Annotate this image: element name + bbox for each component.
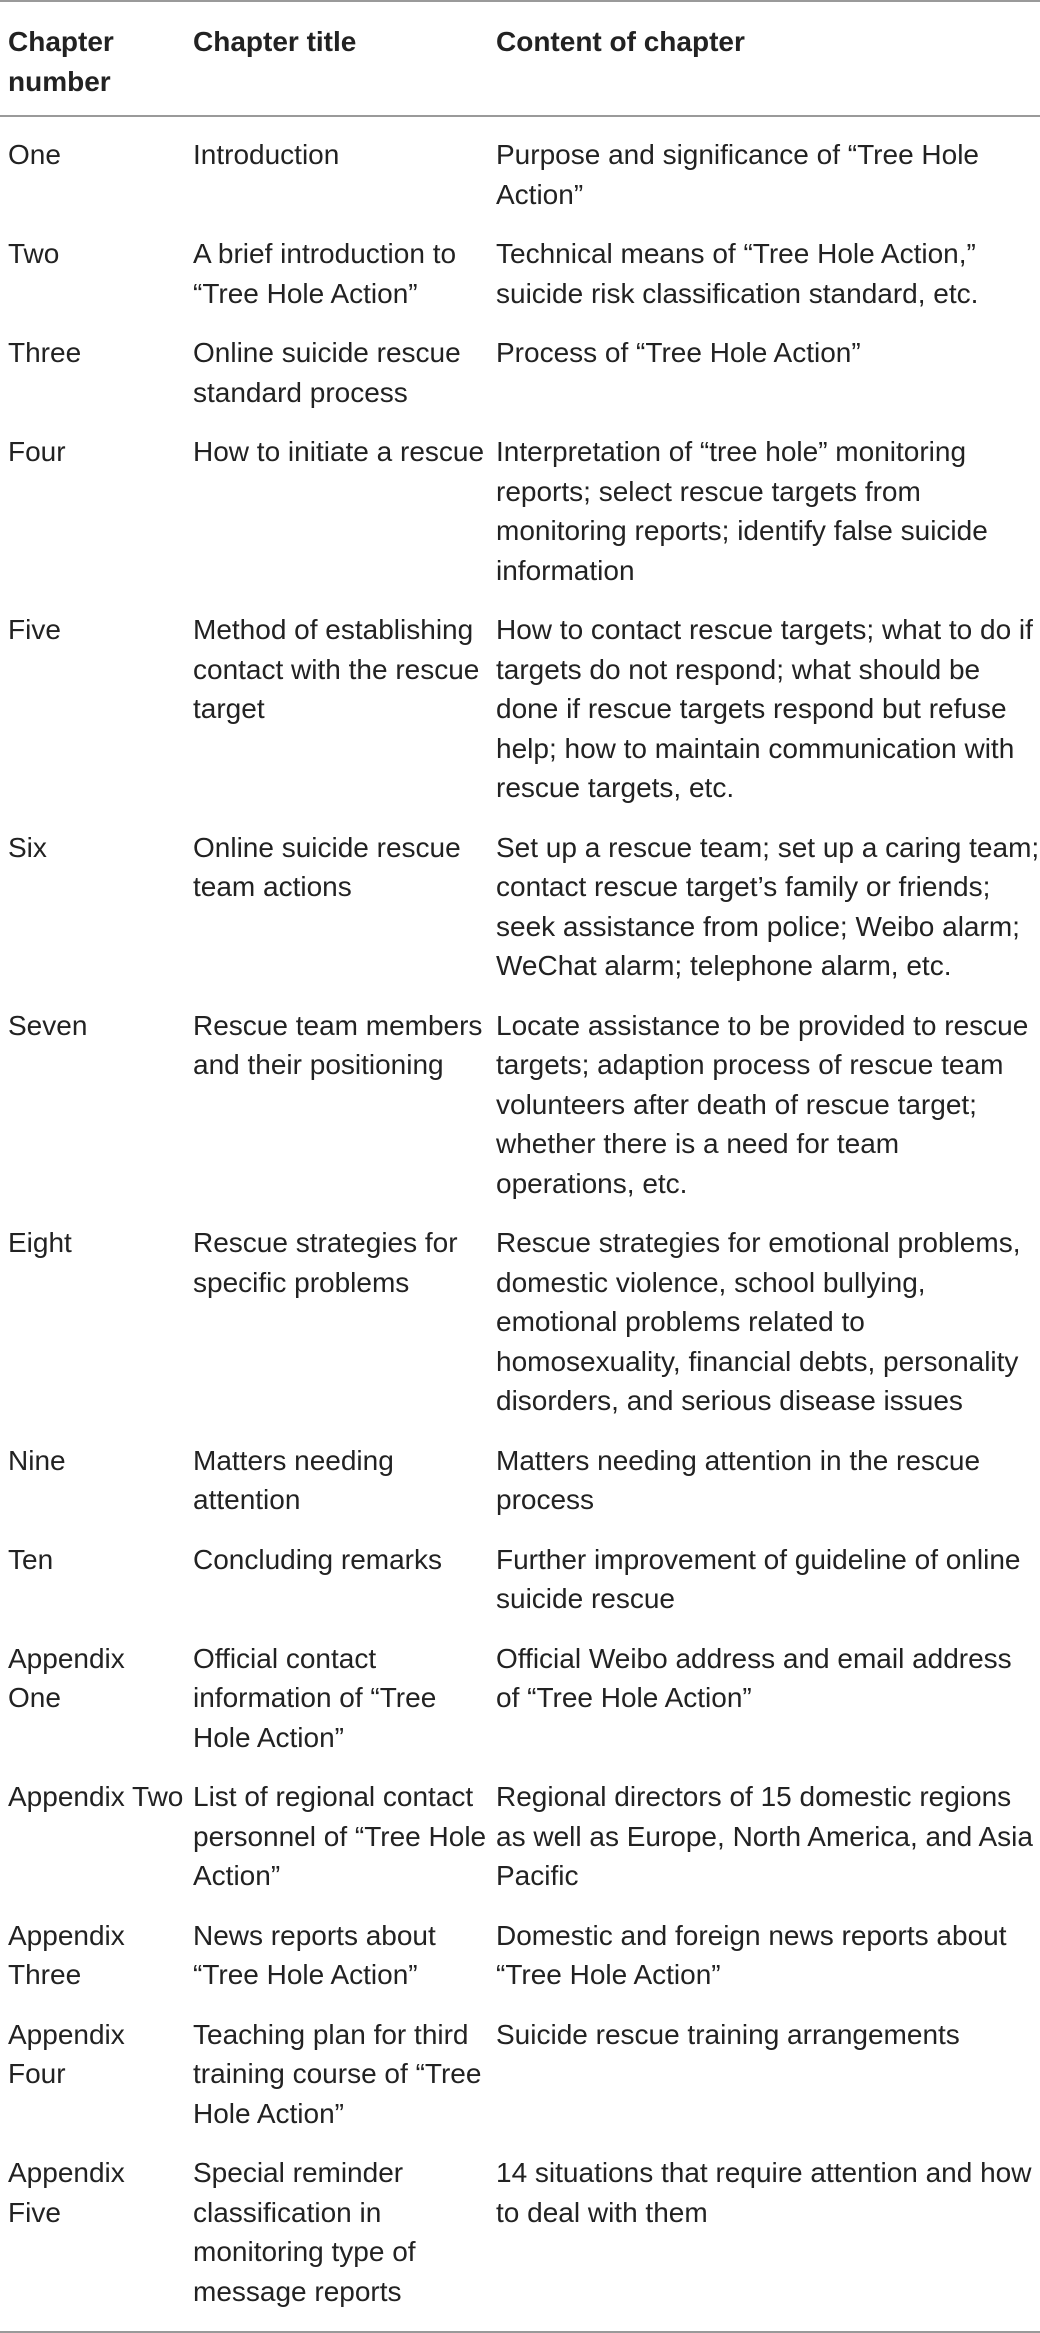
table-row: [0, 2141, 1040, 2332]
table-row: [0, 1904, 1040, 2003]
table-row: [0, 1429, 1040, 1528]
cell-content-of-chapter: Locate assistance to be provided to rescue targets; adaption process of rescue team volunteers after death of rescue target; whether there is a need for team operations, etc.: [496, 1009, 1029, 1199]
cell-content-of-chapter: Purpose and significance of “Tree Hole Action”: [496, 139, 979, 210]
table-row: [0, 222, 1040, 321]
cell-content-of-chapter: Process of “Tree Hole Action”: [496, 337, 861, 368]
cell-chapter-title: List of regional contact personnel of “Tree Hole Action”: [193, 1781, 487, 1891]
cell-chapter-title: Rescue strategies for specific problems: [193, 1227, 458, 1298]
cell-content-of-chapter: Interpretation of “tree hole” monitoring reports; select rescue targets from monitoring reports; identify false suicide information: [496, 436, 988, 586]
cell-content-of-chapter: Technical means of “Tree Hole Action,” suicide risk classification standard, etc.: [496, 238, 979, 309]
cell-chapter-title: Introduction: [193, 139, 340, 170]
cell-chapter-title: Matters needing attention: [193, 1444, 394, 1515]
cell-chapter-number: Four: [8, 436, 66, 467]
cell-chapter-title: Concluding remarks: [193, 1543, 442, 1575]
cell-chapter-number: Appendix Three: [8, 1919, 125, 1990]
cell-chapter-number: Appendix One: [8, 1642, 125, 1713]
table-header: [0, 1, 1040, 116]
cell-chapter-title: News reports about “Tree Hole Action”: [193, 1919, 436, 1990]
header-content-of-chapter: Content of chapter: [488, 1, 1040, 116]
cell-chapter-number: One: [8, 139, 61, 170]
cell-content-of-chapter: Further improvement of guideline of online suicide rescue: [496, 1543, 1021, 1614]
cell-chapter-number: Appendix Two: [8, 1781, 184, 1812]
header-row: [0, 1, 1040, 116]
cell-chapter-title: Special reminder classification in monitoring type of message reports: [185, 2141, 488, 2332]
cell-content-of-chapter: Set up a rescue team; set up a caring team; contact rescue target’s family or friends; seek assistance from police; Weibo alarm; WeChat alarm; telephone alarm, etc.: [496, 831, 1040, 981]
cell-chapter-title: Online suicide rescue team actions: [193, 831, 461, 902]
cell-chapter-number: Seven: [8, 1009, 88, 1041]
table-row: [0, 598, 1040, 816]
cell-chapter-number: Six: [8, 831, 47, 863]
cell-content-of-chapter: How to contact rescue targets; what to do if targets do not respond; what should be done if rescue targets respond but refuse help; how to maintain communication with rescue targets, etc.: [496, 614, 1033, 803]
table-row: [0, 2003, 1040, 2142]
cell-content-of-chapter: Official Weibo address and email address of “Tree Hole Action”: [496, 1642, 1012, 1713]
table-row: [0, 816, 1040, 994]
cell-chapter-number: Eight: [8, 1227, 72, 1258]
cell-chapter-title: A brief introduction to “Tree Hole Action”: [193, 238, 457, 309]
cell-chapter-title: Rescue team members and their positioning: [193, 1009, 483, 1080]
table-row: [0, 116, 1040, 222]
cell-chapter-title: How to initiate a rescue: [193, 436, 485, 467]
cell-content-of-chapter: Rescue strategies for emotional problems, domestic violence, school bullying, emotional problems related to homosexuality, financial debts, personality disorders, and serious disease issues: [496, 1227, 1021, 1416]
table-row: [0, 1627, 1040, 1766]
cell-content-of-chapter: Regional directors of 15 domestic regions as well as Europe, North America, and Asia Pacific: [496, 1781, 1033, 1891]
table-row: [0, 420, 1040, 598]
cell-chapter-title: Official contact information of “Tree Hole Action”: [193, 1642, 437, 1753]
header-chapter-title: Chapter title: [185, 1, 488, 116]
cell-content-of-chapter: 14 situations that require attention and how to deal with them: [488, 2141, 1040, 2332]
table-row: [0, 1528, 1040, 1627]
cell-chapter-number: Three: [8, 337, 82, 368]
header-chapter-number: Chapter number: [0, 1, 185, 116]
cell-chapter-title: Teaching plan for third training course of “Tree Hole Action”: [193, 2018, 482, 2129]
table-row: [0, 994, 1040, 1212]
table-row: [0, 1765, 1040, 1904]
cell-chapter-number: Five: [8, 614, 61, 645]
cell-chapter-title: Online suicide rescue standard process: [193, 337, 461, 408]
table-row: [0, 321, 1040, 420]
cell-chapter-number: Appendix Four: [8, 2018, 125, 2089]
cell-chapter-number: Appendix Five: [0, 2141, 185, 2332]
cell-chapter-number: Two: [8, 238, 60, 269]
cell-content-of-chapter: Matters needing attention in the rescue process: [496, 1444, 981, 1515]
cell-chapter-number: Nine: [8, 1444, 66, 1476]
cell-chapter-number: Ten: [8, 1543, 54, 1575]
cell-content-of-chapter: Domestic and foreign news reports about “Tree Hole Action”: [496, 1919, 1007, 1990]
cell-chapter-title: Method of establishing contact with the rescue target: [193, 614, 480, 724]
table-body: [0, 116, 1040, 2332]
table-row: [0, 1211, 1040, 1429]
cell-content-of-chapter: Suicide rescue training arrangements: [496, 2018, 960, 2050]
